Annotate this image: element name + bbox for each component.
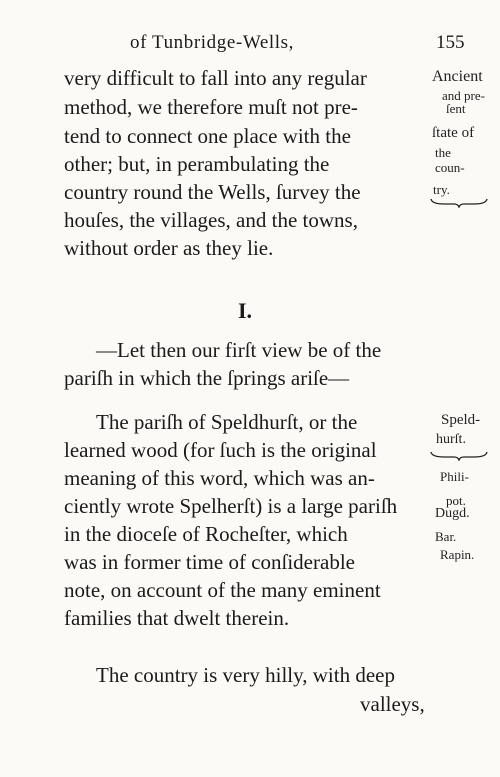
text-line: note, on account of the many eminent [64, 578, 381, 602]
text-line: other; but, in perambulating the [64, 152, 330, 176]
margin-note: ſent [446, 101, 466, 116]
text-line: houſes, the villages, and the towns, [64, 208, 358, 232]
running-head: of Tunbridge-Wells, [130, 32, 294, 53]
page-number: 155 [436, 32, 465, 53]
margin-note: try. [433, 182, 450, 197]
margin-note: and pre- [442, 88, 485, 103]
section-numeral: I. [238, 298, 253, 323]
text-line: method, we therefore muſt not pre- [64, 95, 358, 119]
text-line: The pariſh of Speldhurſt, or the [96, 410, 358, 434]
text-line: ciently wrote Spelherſt) is a large pariſh [64, 494, 398, 518]
epigraph-line: —Let then our firſt view be of the [96, 338, 382, 362]
text-line: tend to connect one place with the [64, 124, 351, 148]
margin-note: hurſt. [436, 432, 466, 447]
margin-note: Bar. [435, 529, 457, 544]
text-line: families that dwelt therein. [64, 606, 290, 630]
text-line: very difficult to fall into any regular [64, 66, 367, 90]
text-line: without order as they lie. [64, 236, 274, 260]
text-line: The country is very hilly, with deep [96, 663, 395, 687]
margin-note: the [435, 145, 451, 160]
margin-brace [430, 451, 488, 461]
text-line: country round the Wells, ſurvey the [64, 180, 361, 204]
margin-note: Ancient [432, 68, 483, 85]
margin-note: ſtate of [432, 125, 475, 141]
margin-note: Rapin. [440, 547, 475, 562]
margin-brace [430, 198, 488, 208]
text-line: learned wood (for ſuch is the original [64, 438, 377, 462]
margin-note: Dugd. [435, 506, 470, 521]
margin-note: coun- [435, 160, 465, 175]
text-line: was in former time of conſiderable [64, 550, 355, 574]
margin-note: Phili- [440, 469, 469, 484]
text-line: meaning of this word, which was an- [64, 466, 375, 490]
margin-note: pot. [446, 493, 466, 508]
epigraph-line: pariſh in which the ſprings ariſe— [64, 366, 350, 390]
catchword: valleys, [360, 692, 425, 716]
text-line: in the dioceſe of Rocheſter, which [64, 522, 348, 546]
margin-note: Speld- [441, 412, 481, 428]
